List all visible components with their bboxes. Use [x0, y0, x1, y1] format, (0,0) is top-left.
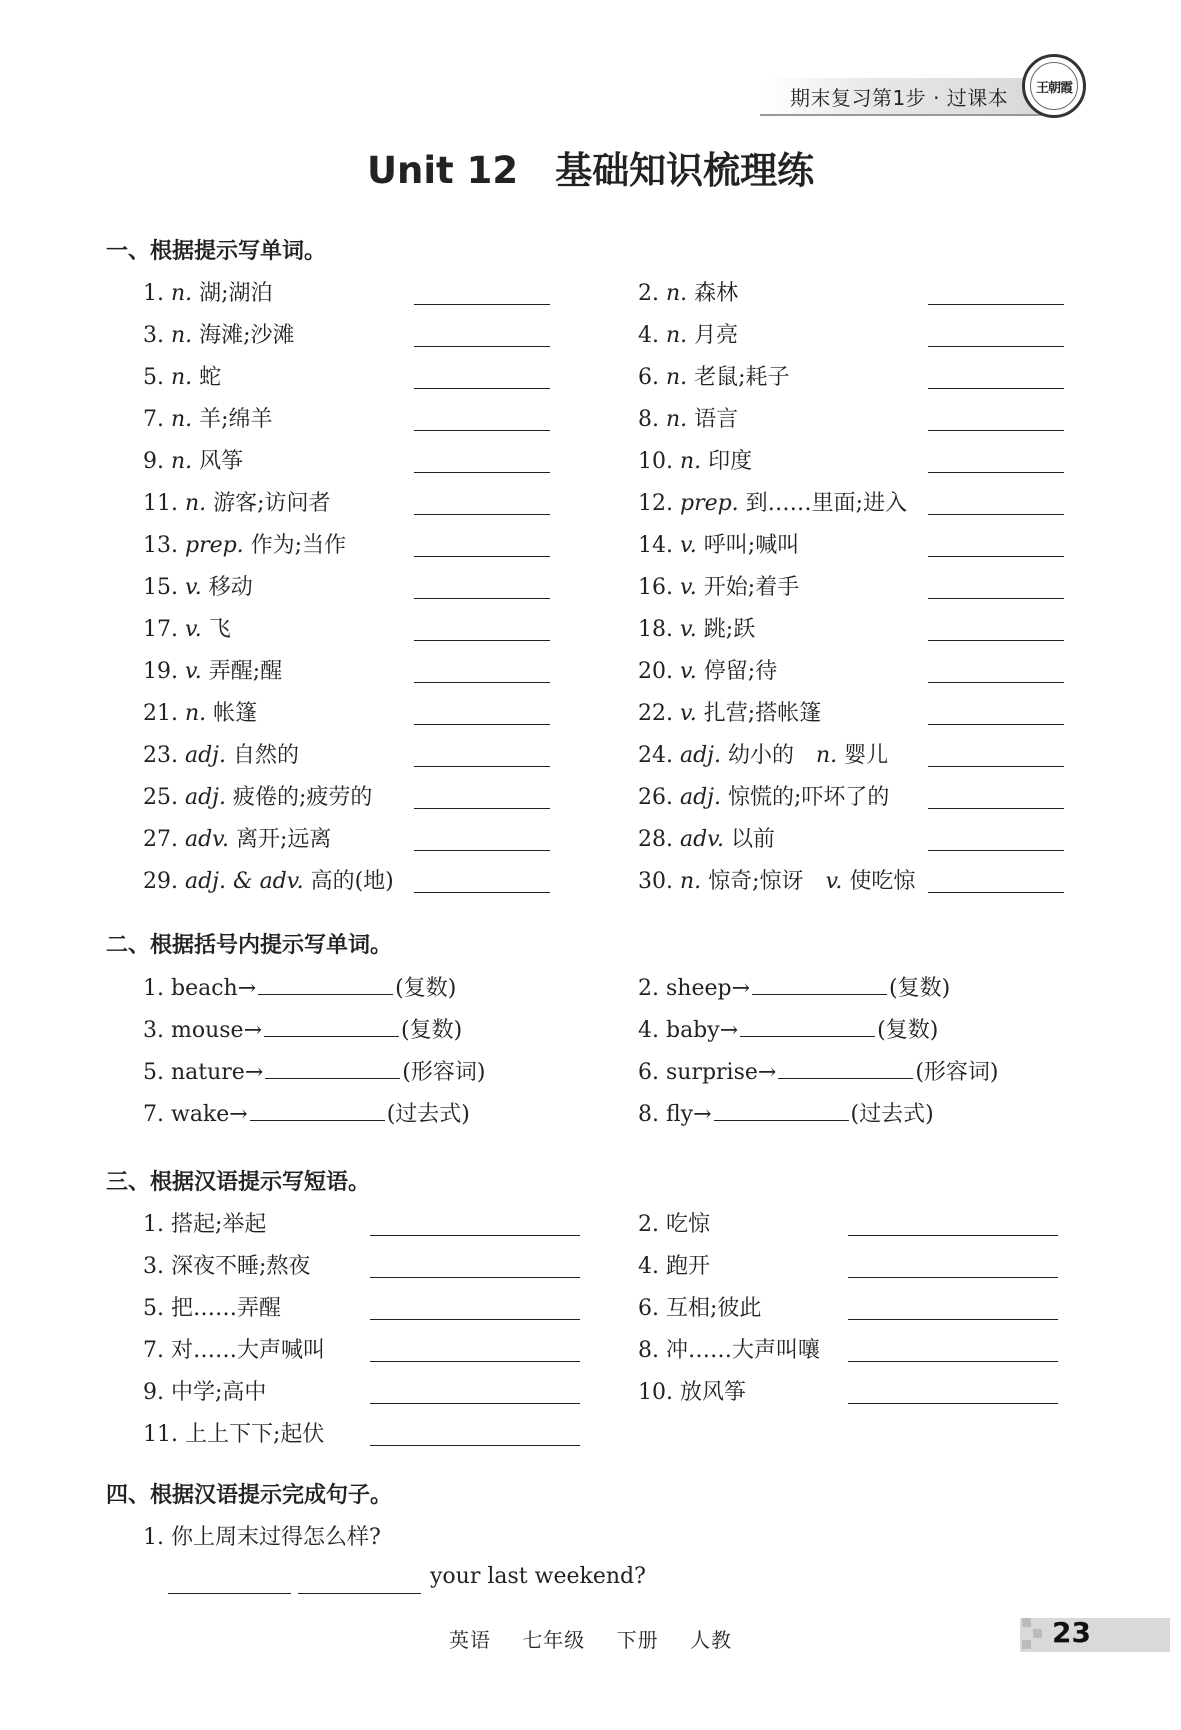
answer-blank[interactable] — [168, 1592, 291, 1594]
part-of-speech: v. — [184, 575, 202, 600]
base-word: 4. baby→ — [638, 1018, 739, 1043]
phrase-prompt: 10. 放风筝 — [638, 1380, 746, 1405]
answer-blank[interactable] — [264, 1016, 399, 1037]
answer-blank[interactable] — [714, 1100, 849, 1121]
word-prompt — [638, 486, 907, 517]
word-prompt — [638, 276, 738, 307]
item-number: 4. — [638, 323, 666, 348]
word-prompt — [143, 276, 273, 307]
footer-subject: 英语 — [448, 1628, 491, 1652]
item-number: 27. — [143, 827, 185, 852]
part-of-speech: n. — [665, 365, 688, 390]
item-meaning: 湖;湖泊 — [192, 281, 273, 306]
item-number: 5. — [143, 365, 171, 390]
item-meaning: 海滩;沙滩 — [192, 323, 295, 348]
part-of-speech: v. — [825, 869, 843, 894]
item-meaning: 离开;远离 — [229, 827, 332, 852]
word-transform-prompt — [638, 1013, 938, 1044]
item-meaning: 游客;访问者 — [206, 491, 331, 516]
part-of-speech: adv. — [679, 827, 724, 852]
part-of-speech: adj. — [679, 743, 721, 768]
item-number: 23. — [143, 743, 185, 768]
part-of-speech: v. — [184, 617, 202, 642]
answer-blank[interactable] — [414, 639, 550, 641]
word-transform-prompt — [143, 1013, 462, 1044]
form-hint: (过去式) — [850, 1102, 934, 1127]
answer-blank[interactable] — [370, 1360, 580, 1362]
footer-volume: 下册 — [616, 1628, 659, 1652]
word-prompt — [638, 864, 915, 895]
section-4-title: 四、根据汉语提示完成句子。 — [106, 1483, 393, 1508]
publisher-logo — [1022, 54, 1086, 118]
base-word: 6. surprise→ — [638, 1060, 777, 1085]
header-rule — [760, 114, 1060, 116]
part-of-speech: n. — [170, 281, 193, 306]
answer-blank[interactable] — [265, 1058, 400, 1079]
answer-blank[interactable] — [370, 1276, 580, 1278]
word-transform-prompt — [143, 1055, 485, 1086]
form-hint: (复数) — [889, 976, 951, 1001]
part-of-speech: adj. — [184, 743, 226, 768]
part-of-speech: n. — [184, 491, 207, 516]
item-number: 14. — [638, 533, 680, 558]
answer-blank[interactable] — [848, 1402, 1058, 1404]
item-number: 22. — [638, 701, 680, 726]
part-of-speech: v. — [679, 701, 697, 726]
footer — [0, 1624, 1181, 1653]
word-prompt — [143, 822, 331, 853]
page-title: Unit 12 基础知识梳理练 — [366, 149, 815, 192]
answer-blank[interactable] — [414, 849, 550, 851]
answer-blank[interactable] — [928, 849, 1064, 851]
page-number: 23 — [1052, 1616, 1091, 1649]
answer-blank[interactable] — [928, 345, 1064, 347]
phrase-prompt: 3. 深夜不睡;熬夜 — [143, 1254, 311, 1279]
form-hint: (过去式) — [386, 1102, 470, 1127]
answer-blank[interactable] — [928, 681, 1064, 683]
item-meaning: 印度 — [701, 449, 753, 474]
word-prompt — [143, 402, 273, 433]
item-meaning: 帐篷 — [206, 701, 258, 726]
item-number: 17. — [143, 617, 185, 642]
word-prompt — [638, 444, 752, 475]
item-meaning: 惊奇;惊讶 — [701, 869, 826, 894]
footer-grade: 七年级 — [522, 1628, 586, 1652]
answer-blank[interactable] — [414, 555, 550, 557]
form-hint: (形容词) — [915, 1060, 999, 1085]
phrase-prompt: 9. 中学;高中 — [143, 1380, 267, 1405]
phrase-prompt: 11. 上上下下;起伏 — [143, 1422, 325, 1447]
page-corner-marks — [1022, 1618, 1044, 1652]
word-prompt — [143, 486, 331, 517]
part-of-speech: n. — [679, 449, 702, 474]
answer-blank[interactable] — [414, 513, 550, 515]
part-of-speech: v. — [679, 617, 697, 642]
item-number: 11. — [143, 491, 185, 516]
word-prompt — [143, 696, 257, 727]
part-of-speech: n. — [816, 743, 838, 768]
item-meaning: 蛇 — [192, 365, 222, 390]
word-prompt — [638, 570, 799, 601]
item-number: 21. — [143, 701, 185, 726]
phrase-prompt: 7. 对……大声喊叫 — [143, 1338, 325, 1363]
part-of-speech: v. — [679, 533, 697, 558]
answer-blank[interactable] — [848, 1360, 1058, 1362]
answer-blank[interactable] — [928, 471, 1064, 473]
word-prompt — [143, 738, 299, 769]
word-prompt — [638, 654, 777, 685]
item-number: 28. — [638, 827, 680, 852]
word-prompt — [638, 360, 790, 391]
item-meaning: 婴儿 — [837, 743, 889, 768]
answer-blank[interactable] — [928, 387, 1064, 389]
part-of-speech: v. — [184, 659, 202, 684]
answer-blank[interactable] — [414, 723, 550, 725]
sentence-1-tail: your last weekend? — [430, 1564, 646, 1589]
item-meaning: 跳;跃 — [696, 617, 756, 642]
item-number: 8. — [638, 407, 666, 432]
answer-blank[interactable] — [928, 807, 1064, 809]
answer-blank[interactable] — [414, 429, 550, 431]
word-prompt — [143, 528, 346, 559]
form-hint: (复数) — [877, 1018, 939, 1043]
answer-blank[interactable] — [752, 974, 887, 995]
answer-blank[interactable] — [298, 1592, 421, 1594]
word-prompt — [638, 738, 888, 769]
answer-blank[interactable] — [778, 1058, 913, 1079]
answer-blank[interactable] — [258, 974, 393, 995]
item-number: 18. — [638, 617, 680, 642]
item-number: 30. — [638, 869, 680, 894]
base-word: 2. sheep→ — [638, 976, 750, 1001]
answer-blank[interactable] — [928, 513, 1064, 515]
item-number: 19. — [143, 659, 185, 684]
part-of-speech: v. — [679, 659, 697, 684]
form-hint: (复数) — [401, 1018, 463, 1043]
item-number: 12. — [638, 491, 680, 516]
item-meaning: 停留;待 — [696, 659, 778, 684]
word-prompt — [638, 612, 755, 643]
answer-blank[interactable] — [928, 891, 1064, 893]
part-of-speech: adj. & adv. — [184, 869, 304, 894]
word-transform-prompt — [638, 971, 950, 1002]
part-of-speech: n. — [679, 869, 702, 894]
word-prompt — [143, 570, 253, 601]
form-hint: (复数) — [395, 976, 457, 1001]
section-1-title: 一、根据提示写单词。 — [106, 239, 327, 264]
word-prompt — [638, 780, 889, 811]
item-number: 7. — [143, 407, 171, 432]
part-of-speech: v. — [679, 575, 697, 600]
part-of-speech: adj. — [679, 785, 721, 810]
item-meaning: 月亮 — [687, 323, 739, 348]
answer-blank[interactable] — [414, 303, 550, 305]
item-number: 25. — [143, 785, 185, 810]
answer-blank[interactable] — [414, 891, 550, 893]
word-prompt — [143, 444, 243, 475]
part-of-speech: adv. — [184, 827, 229, 852]
sentence-1-prompt: 1. 你上周末过得怎么样? — [143, 1525, 381, 1550]
answer-blank[interactable] — [414, 597, 550, 599]
header-text: 期末复习第1步 · 过课本 — [790, 86, 1009, 110]
word-prompt — [143, 654, 282, 685]
word-prompt — [143, 360, 221, 391]
answer-blank[interactable] — [414, 807, 550, 809]
item-meaning: 移动 — [201, 575, 253, 600]
part-of-speech: n. — [184, 701, 207, 726]
part-of-speech: n. — [665, 407, 688, 432]
answer-blank[interactable] — [370, 1318, 580, 1320]
phrase-prompt: 5. 把……弄醒 — [143, 1296, 281, 1321]
item-number: 16. — [638, 575, 680, 600]
item-meaning: 开始;着手 — [696, 575, 800, 600]
answer-blank[interactable] — [928, 597, 1064, 599]
answer-blank[interactable] — [928, 429, 1064, 431]
section-2-title: 二、根据括号内提示写单词。 — [106, 933, 393, 958]
phrase-prompt: 6. 互相;彼此 — [638, 1296, 762, 1321]
item-number: 6. — [638, 365, 666, 390]
word-prompt — [638, 402, 738, 433]
base-word: 3. mouse→ — [143, 1018, 263, 1043]
item-meaning: 使吃惊 — [842, 869, 916, 894]
item-meaning: 高的(地) — [303, 869, 394, 894]
answer-blank[interactable] — [848, 1276, 1058, 1278]
phrase-prompt: 2. 吃惊 — [638, 1212, 710, 1237]
item-meaning: 以前 — [724, 827, 775, 852]
item-meaning: 幼小的 — [721, 743, 816, 768]
answer-blank[interactable] — [740, 1016, 875, 1037]
item-meaning: 到……里面;进入 — [738, 491, 908, 516]
item-number: 29. — [143, 869, 185, 894]
answer-blank[interactable] — [928, 765, 1064, 767]
answer-blank[interactable] — [250, 1100, 385, 1121]
answer-blank[interactable] — [414, 345, 550, 347]
phrase-prompt: 4. 跑开 — [638, 1254, 710, 1279]
item-number: 1. — [143, 281, 171, 306]
word-transform-prompt — [143, 971, 456, 1002]
part-of-speech: n. — [665, 281, 688, 306]
base-word: 1. beach→ — [143, 976, 257, 1001]
word-transform-prompt — [143, 1097, 470, 1128]
item-meaning: 自然的 — [226, 743, 299, 768]
word-prompt — [638, 528, 799, 559]
word-prompt — [638, 318, 738, 349]
answer-blank[interactable] — [370, 1444, 580, 1446]
item-meaning: 作为;当作 — [243, 533, 347, 558]
item-meaning: 森林 — [687, 281, 739, 306]
item-number: 10. — [638, 449, 680, 474]
logo-text: 王朝霞 — [1035, 80, 1072, 96]
part-of-speech: n. — [170, 407, 193, 432]
answer-blank[interactable] — [848, 1318, 1058, 1320]
item-meaning: 老鼠;耗子 — [687, 365, 790, 390]
part-of-speech: prep. — [679, 491, 739, 516]
item-meaning: 风筝 — [192, 449, 244, 474]
answer-blank[interactable] — [928, 555, 1064, 557]
answer-blank[interactable] — [414, 681, 550, 683]
item-meaning: 语言 — [687, 407, 739, 432]
item-number: 9. — [143, 449, 171, 474]
word-prompt — [143, 864, 394, 895]
item-number: 26. — [638, 785, 680, 810]
answer-blank[interactable] — [414, 471, 550, 473]
form-hint: (形容词) — [402, 1060, 486, 1085]
item-number: 24. — [638, 743, 680, 768]
word-prompt — [638, 696, 821, 727]
part-of-speech: n. — [665, 323, 688, 348]
item-number: 3. — [143, 323, 171, 348]
item-meaning: 扎营;搭帐篷 — [696, 701, 822, 726]
answer-blank[interactable] — [370, 1234, 580, 1236]
word-prompt — [638, 822, 775, 853]
item-meaning: 呼叫;喊叫 — [696, 533, 800, 558]
item-number: 2. — [638, 281, 666, 306]
base-word: 5. nature→ — [143, 1060, 264, 1085]
word-prompt — [143, 780, 372, 811]
answer-blank[interactable] — [414, 387, 550, 389]
footer-edition: 人教 — [690, 1628, 733, 1652]
base-word: 7. wake→ — [143, 1102, 248, 1127]
part-of-speech: prep. — [184, 533, 244, 558]
answer-blank[interactable] — [848, 1234, 1058, 1236]
word-transform-prompt — [638, 1055, 999, 1086]
word-transform-prompt — [638, 1097, 934, 1128]
answer-blank[interactable] — [370, 1402, 580, 1404]
item-meaning: 惊慌的;吓坏了的 — [721, 785, 890, 810]
part-of-speech: n. — [170, 449, 193, 474]
part-of-speech: adj. — [184, 785, 226, 810]
item-meaning: 飞 — [201, 617, 231, 642]
base-word: 8. fly→ — [638, 1102, 712, 1127]
answer-blank[interactable] — [928, 303, 1064, 305]
word-prompt — [143, 318, 295, 349]
item-meaning: 弄醒;醒 — [201, 659, 283, 684]
answer-blank[interactable] — [928, 723, 1064, 725]
section-3-title: 三、根据汉语提示写短语。 — [106, 1170, 371, 1195]
answer-blank[interactable] — [928, 639, 1064, 641]
item-number: 13. — [143, 533, 185, 558]
part-of-speech: n. — [170, 323, 193, 348]
phrase-prompt: 8. 冲……大声叫嚷 — [638, 1338, 820, 1363]
phrase-prompt: 1. 搭起;举起 — [143, 1212, 267, 1237]
item-meaning: 羊;绵羊 — [192, 407, 273, 432]
word-prompt — [143, 612, 231, 643]
item-meaning: 疲倦的;疲劳的 — [226, 785, 373, 810]
item-number: 15. — [143, 575, 185, 600]
part-of-speech: n. — [170, 365, 193, 390]
answer-blank[interactable] — [414, 765, 550, 767]
item-number: 20. — [638, 659, 680, 684]
